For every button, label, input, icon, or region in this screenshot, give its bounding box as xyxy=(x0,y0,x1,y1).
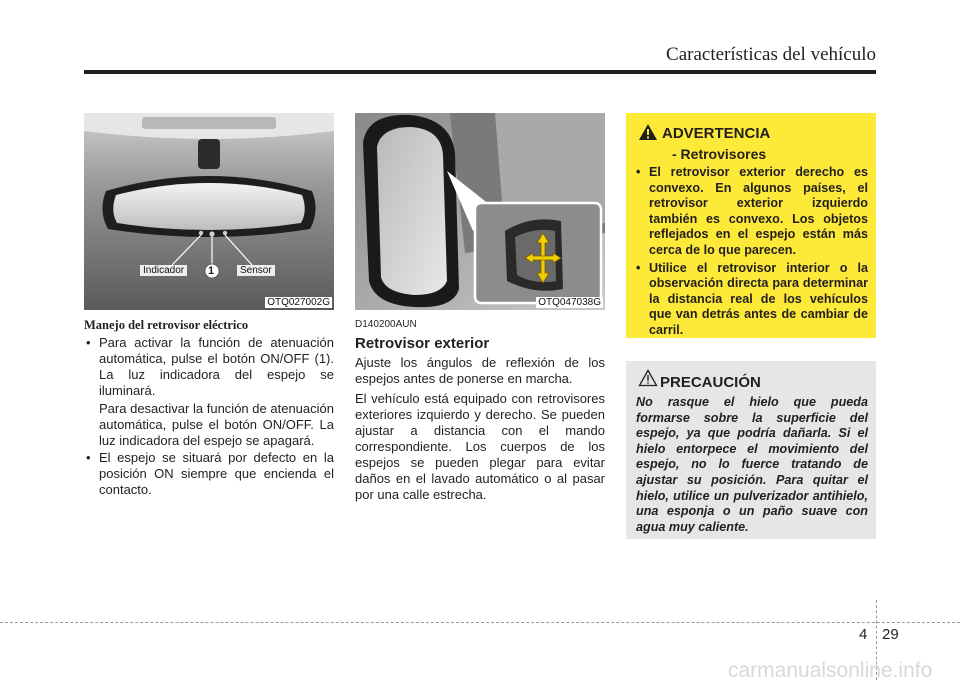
warning-triangle-icon xyxy=(638,123,658,141)
caution-triangle-icon xyxy=(638,369,658,387)
page-header-title: Características del vehículo xyxy=(666,44,876,65)
warning-item-distance: • Utilice el retrovisor interior o la observación directa para determinar la distancia real de los vehículos que van detrás antes de cambiar de carril. xyxy=(634,261,868,339)
left-column xyxy=(84,317,334,500)
exterior-mirror-illustration xyxy=(355,113,605,310)
callout-number-1: 1 xyxy=(208,265,215,277)
section-heading-exterior-mirror: Retrovisor exterior xyxy=(355,335,490,352)
watermark: carmanualsonline.info xyxy=(728,659,933,682)
warning-subtitle: - Retrovisores xyxy=(672,146,767,162)
sensor-label: Sensor xyxy=(237,265,275,276)
warning-item-convex: • El retrovisor exterior derecho es convexo. En algunos países, el retrovisor exterior izquierdo también es convexo. Los objetos reflejados en el espejo están más cerca de lo que parecen. xyxy=(634,165,868,259)
caution-text: No rasque el hielo que pueda formarse sobre la superficie del espejo, ya que podría dañarla. Si el hielo entorpece el movimiento del espejo, no lo fuerce tratando de ajustar su posición. Para quitar el hielo, utilice un pulverizador antihielo, una esponja o un paño suave con agua muy caliente. xyxy=(636,395,868,534)
exterior-mirror-figure xyxy=(355,113,605,310)
chapter-number: 4 xyxy=(859,626,868,643)
figure-code-mid: OTQ047038G xyxy=(538,297,601,308)
interior-mirror-illustration xyxy=(84,113,334,310)
paragraph-equipment: El vehículo está equipado con retrovisores exteriores izquierdo y derecho. Se pueden ajustar a distancia con el mando correspondiente. Los cuerpos de los espejos se pueden plegar para evitar daños en el lavado automático o al pasar por una calle estrecha. xyxy=(355,391,605,502)
footer-dashed-line xyxy=(0,622,960,623)
paragraph-adjust-angles: Ajuste los ángulos de reflexión de los espejos antes de ponerse en marcha. xyxy=(355,355,605,386)
header-rule xyxy=(84,70,876,74)
caution-title: PRECAUCIÓN xyxy=(660,374,761,391)
warning-list xyxy=(634,165,868,341)
middle-column xyxy=(355,317,605,504)
indicator-label: Indicador xyxy=(140,265,187,276)
figure-code-left: OTQ027002G xyxy=(267,297,330,308)
bullet-activate: • Para activar la función de atenuación automática, pulse el botón ON/OFF (1). La luz indicadora del espejo se iluminará. xyxy=(84,335,334,399)
caution-box xyxy=(626,361,876,539)
warning-title: ADVERTENCIA xyxy=(662,125,771,142)
section-code: D140200AUN xyxy=(355,319,417,330)
bullet-default-on: • El espejo se situará por defecto en la posición ON siempre que encienda el contacto. xyxy=(84,450,334,498)
section-heading-electric-mirror: Manejo del retrovisor eléctrico xyxy=(84,318,249,332)
page-number: 29 xyxy=(882,626,899,643)
warning-box xyxy=(626,113,876,338)
bullet-deactivate-continuation: Para desactivar la función de atenuación automática, pulse el botón ON/OFF. La luz indicadora del espejo se apagará. xyxy=(99,401,334,448)
interior-mirror-figure xyxy=(84,113,334,310)
